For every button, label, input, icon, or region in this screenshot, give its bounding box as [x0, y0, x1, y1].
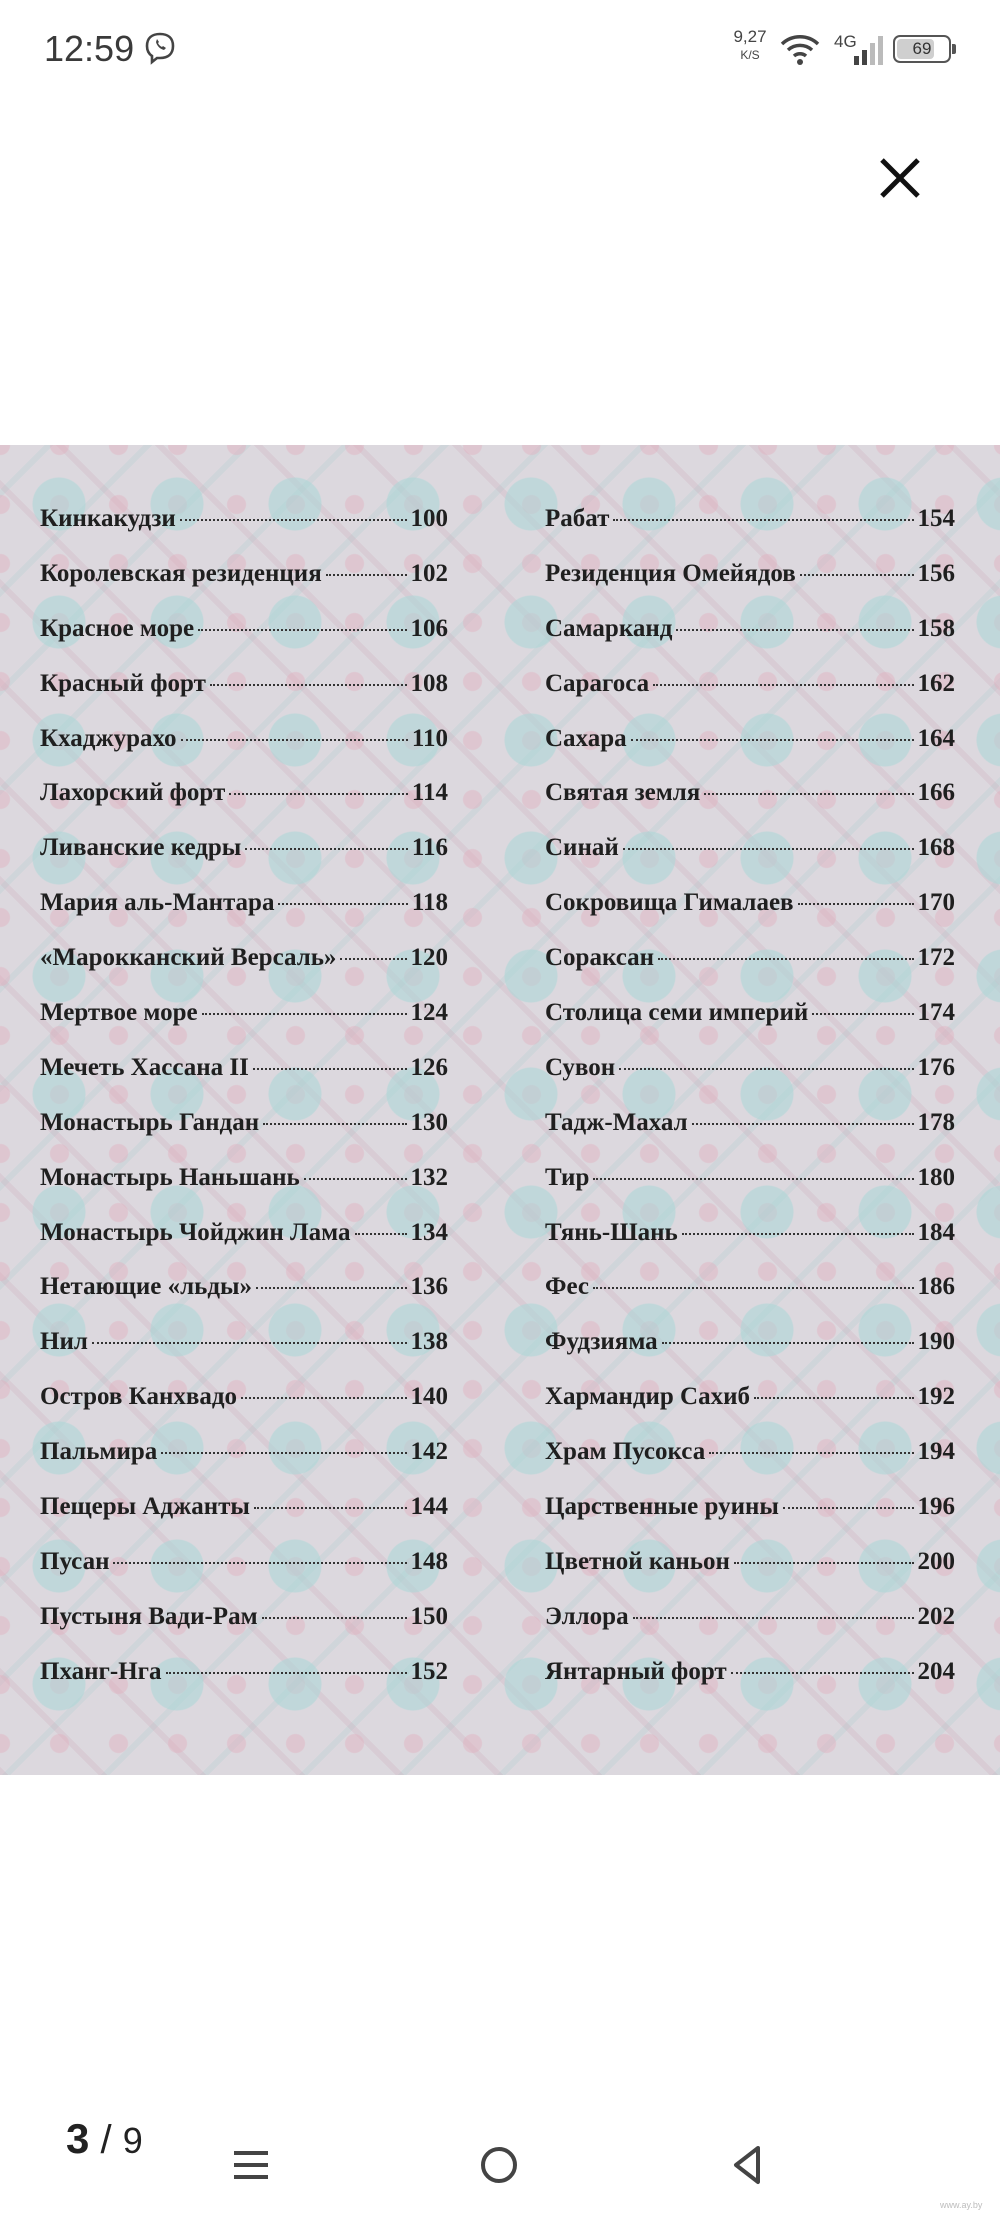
- toc-leader-dots: [623, 848, 914, 850]
- toc-entry: [40, 1328, 448, 1383]
- toc-leader-dots: [704, 793, 913, 795]
- toc-entry: [545, 1658, 955, 1713]
- toc-entry-page: 154: [917, 505, 955, 532]
- toc-entry-page: 138: [410, 1328, 448, 1356]
- toc-entry-page: 166: [917, 779, 955, 807]
- toc-entry-page: 124: [410, 999, 448, 1027]
- toc-entry-title: Сувон: [545, 1053, 616, 1081]
- toc-entry: [545, 1438, 955, 1493]
- toc-leader-dots: [263, 1123, 406, 1125]
- toc-entry-page: 192: [917, 1383, 955, 1411]
- toc-leader-dots: [113, 1562, 406, 1564]
- toc-entry-page: 202: [917, 1602, 955, 1630]
- toc-entry-title: Столица семи империй: [545, 999, 809, 1027]
- toc-leader-dots: [662, 1342, 914, 1344]
- toc-entry-page: 148: [410, 1547, 448, 1575]
- toc-entry-title: Красный форт: [40, 669, 206, 697]
- toc-entry: [545, 670, 955, 725]
- toc-leader-dots: [253, 1068, 407, 1070]
- toc-entry-title: Святая земля: [545, 779, 701, 807]
- toc-entry-title: Тадж-Махал: [545, 1108, 688, 1136]
- toc-entry: [40, 834, 448, 889]
- toc-leader-dots: [812, 1013, 913, 1015]
- toc-entry-title: Фес: [545, 1273, 589, 1301]
- toc-entry-title: Рабат: [545, 505, 610, 532]
- toc-entry: [40, 889, 448, 944]
- toc-entry: [545, 999, 955, 1054]
- toc-entry-page: 168: [917, 834, 955, 862]
- toc-entry-page: 110: [411, 724, 448, 752]
- toc-entry-title: Пустыня Вади-Рам: [40, 1602, 258, 1630]
- toc-entry: [545, 1164, 955, 1219]
- close-icon[interactable]: [872, 150, 928, 206]
- toc-leader-dots: [326, 574, 407, 576]
- menu-icon[interactable]: [226, 2140, 276, 2190]
- toc-entry-title: Кхаджурахо: [40, 724, 177, 752]
- toc-entry-page: 114: [411, 779, 448, 807]
- toc-entry-page: 102: [410, 559, 448, 587]
- clock: 12:59: [44, 28, 135, 69]
- toc-entry-title: Сарагоса: [545, 669, 650, 697]
- back-icon[interactable]: [722, 2140, 772, 2190]
- toc-entry-page: 178: [917, 1108, 955, 1136]
- toc-leader-dots: [783, 1507, 914, 1509]
- status-bar: [0, 0, 1000, 100]
- toc-entry-page: 194: [917, 1438, 955, 1466]
- toc-entry: [545, 1109, 955, 1164]
- toc-entry-title: Храм Пусокса: [545, 1438, 706, 1466]
- toc-entry-page: 116: [411, 834, 448, 862]
- toc-entry-page: 156: [917, 559, 955, 587]
- toc-entry-page: 120: [410, 944, 448, 972]
- toc-entry: [545, 1548, 955, 1603]
- toc-leader-dots: [613, 519, 913, 521]
- toc-entry-page: 180: [917, 1163, 955, 1191]
- wifi-icon: [780, 32, 820, 66]
- toc-entry-title: Сораксан: [545, 944, 655, 972]
- toc-entry-title: Монастырь Чойджин Лама: [40, 1218, 351, 1246]
- toc-leader-dots: [262, 1617, 407, 1619]
- toc-entry: [545, 1054, 955, 1109]
- toc-entry: [545, 889, 955, 944]
- toc-leader-dots: [676, 629, 913, 631]
- toc-entry-title: Синай: [545, 834, 619, 862]
- toc-entry: [545, 834, 955, 889]
- toc-entry-page: 186: [917, 1273, 955, 1301]
- battery-icon: 69: [893, 35, 951, 63]
- toc-entry-title: Пханг-Нга: [40, 1657, 162, 1685]
- toc-entry: [545, 560, 955, 615]
- toc-entry-title: Королевская резиденция: [40, 559, 322, 587]
- toc-leader-dots: [340, 958, 406, 960]
- toc-leader-dots: [166, 1672, 407, 1674]
- network-speed: 9,27 K/S: [733, 27, 767, 62]
- toc-entry-page: 164: [917, 724, 955, 752]
- toc-entry: [40, 1383, 448, 1438]
- toc-entry: [40, 1493, 448, 1548]
- toc-entry: [40, 1603, 448, 1658]
- toc-entry-title: Самарканд: [545, 614, 673, 642]
- toc-entry-title: Сахара: [545, 724, 627, 752]
- toc-entry-title: Кинкакудзи: [40, 505, 176, 532]
- toc-entry-page: 162: [917, 669, 955, 697]
- toc-entry: [40, 1438, 448, 1493]
- toc-entry-page: 150: [410, 1602, 448, 1630]
- toc-leader-dots: [278, 903, 407, 905]
- toc-entry: [545, 1493, 955, 1548]
- toc-entry-title: Сокровища Гималаев: [545, 889, 794, 917]
- toc-leader-dots: [709, 1452, 913, 1454]
- toc-entry: [545, 779, 955, 834]
- toc-leader-dots: [800, 574, 914, 576]
- toc-entry-page: 184: [917, 1218, 955, 1246]
- toc-entry-title: Царственные руины: [545, 1493, 779, 1521]
- toc-entry: [40, 999, 448, 1054]
- toc-entry-page: 200: [917, 1547, 955, 1575]
- toc-entry: [545, 505, 955, 560]
- toc-entry-title: Лахорский форт: [40, 779, 226, 807]
- toc-entry-page: 134: [410, 1218, 448, 1246]
- toc-entry: [40, 1273, 448, 1328]
- toc-entry: [40, 1219, 448, 1274]
- toc-entry: [545, 1273, 955, 1328]
- toc-entry-page: 174: [917, 999, 955, 1027]
- toc-entry: [40, 1548, 448, 1603]
- toc-entry: [545, 1603, 955, 1658]
- toc-leader-dots: [658, 958, 913, 960]
- toc-column-left: [40, 505, 448, 1713]
- toc-leader-dots: [798, 903, 914, 905]
- toc-entry-page: 176: [917, 1053, 955, 1081]
- toc-leader-dots: [754, 1397, 913, 1399]
- toc-entry-page: 142: [410, 1438, 448, 1466]
- toc-entry-title: Остров Канхвадо: [40, 1383, 238, 1411]
- toc-leader-dots: [355, 1233, 407, 1235]
- toc-entry: [545, 1219, 955, 1274]
- toc-entry-title: Пещеры Аджанты: [40, 1493, 250, 1521]
- toc-entry: [545, 1328, 955, 1383]
- toc-entry: [40, 615, 448, 670]
- toc-leader-dots: [734, 1562, 914, 1564]
- toc-entry-title: Красное море: [40, 614, 195, 642]
- toc-entry-title: Пальмира: [40, 1438, 158, 1466]
- toc-entry-page: 108: [410, 669, 448, 697]
- signal-icon: [852, 34, 888, 66]
- toc-entry-page: 126: [410, 1053, 448, 1081]
- toc-entry-page: 172: [917, 944, 955, 972]
- toc-leader-dots: [593, 1178, 913, 1180]
- toc-entry-title: Тир: [545, 1163, 590, 1191]
- toc-entry-page: 118: [411, 889, 448, 917]
- toc-entry-title: Нил: [40, 1328, 88, 1356]
- toc-leader-dots: [619, 1068, 913, 1070]
- toc-entry: [545, 944, 955, 999]
- toc-entry: [40, 560, 448, 615]
- toc-leader-dots: [731, 1672, 914, 1674]
- toc-column-right: [545, 505, 955, 1713]
- toc-entry-title: Монастырь Гандан: [40, 1108, 260, 1136]
- toc-leader-dots: [692, 1123, 914, 1125]
- toc-entry: [40, 1054, 448, 1109]
- toc-entry: [40, 1658, 448, 1713]
- toc-leader-dots: [593, 1287, 914, 1289]
- toc-entry: [40, 725, 448, 780]
- toc-entry-title: Цветной каньон: [545, 1547, 730, 1575]
- toc-entry-page: 170: [917, 889, 955, 917]
- toc-leader-dots: [180, 519, 407, 521]
- toc-entry: [40, 670, 448, 725]
- toc-entry: [40, 1164, 448, 1219]
- toc-entry-page: 152: [410, 1657, 448, 1685]
- toc-entry-title: Мертвое море: [40, 999, 198, 1027]
- toc-leader-dots: [210, 684, 407, 686]
- toc-entry-page: 204: [917, 1657, 955, 1685]
- toc-leader-dots: [682, 1233, 914, 1235]
- toc-entry-page: 196: [917, 1493, 955, 1521]
- toc-entry: [40, 1109, 448, 1164]
- toc-leader-dots: [161, 1452, 406, 1454]
- toc-entry-page: 136: [410, 1273, 448, 1301]
- toc-entry-page: 190: [917, 1328, 955, 1356]
- toc-leader-dots: [653, 684, 913, 686]
- toc-entry-title: Мечеть Хассана II: [40, 1053, 249, 1081]
- toc-entry-title: Монастырь Наньшань: [40, 1163, 300, 1191]
- toc-leader-dots: [254, 1507, 407, 1509]
- toc-leader-dots: [256, 1287, 407, 1289]
- toc-entry-page: 100: [410, 505, 448, 532]
- toc-leader-dots: [202, 1013, 407, 1015]
- document-page[interactable]: [0, 445, 1000, 1775]
- toc-entry-title: Ливанские кедры: [40, 834, 242, 862]
- toc-entry-title: Эллора: [545, 1602, 629, 1630]
- total-pages: 9: [122, 2120, 143, 2161]
- network-type: 4G: [834, 32, 857, 51]
- toc-entry: [545, 725, 955, 780]
- page-counter: [66, 2115, 143, 2163]
- toc-entry: [40, 779, 448, 834]
- current-page: 3: [66, 2115, 90, 2162]
- toc-leader-dots: [304, 1178, 407, 1180]
- toc-entry-title: Тянь-Шань: [545, 1218, 678, 1246]
- toc-entry: [545, 615, 955, 670]
- toc-leader-dots: [198, 629, 406, 631]
- toc-entry-page: 140: [410, 1383, 448, 1411]
- home-icon[interactable]: [474, 2140, 524, 2190]
- toc-entry-page: 158: [917, 614, 955, 642]
- toc-entry: [40, 505, 448, 560]
- toc-leader-dots: [633, 1617, 914, 1619]
- toc-entry-title: Янтарный форт: [545, 1657, 727, 1685]
- toc-leader-dots: [229, 793, 408, 795]
- toc-entry-page: 132: [410, 1163, 448, 1191]
- toc-entry-title: Резиденция Омейядов: [545, 559, 796, 587]
- toc-entry: [40, 944, 448, 999]
- toc-entry-title: Хармандир Сахиб: [545, 1383, 751, 1411]
- viber-icon: [142, 30, 178, 66]
- toc-leader-dots: [181, 739, 408, 741]
- toc-entry-page: 106: [410, 614, 448, 642]
- toc-entry-page: 130: [410, 1108, 448, 1136]
- toc-leader-dots: [241, 1397, 406, 1399]
- toc-entry-title: Мария аль-Мантара: [40, 889, 275, 917]
- toc-entry-page: 144: [410, 1493, 448, 1521]
- page-separator: /: [100, 2118, 112, 2162]
- toc-leader-dots: [92, 1342, 407, 1344]
- watermark: www.ay.by: [940, 2200, 983, 2210]
- toc-entry-title: «Марокканский Версаль»: [40, 944, 337, 972]
- toc-entry: [545, 1383, 955, 1438]
- toc-leader-dots: [245, 848, 408, 850]
- toc-entry-title: Нетающие «льды»: [40, 1273, 252, 1301]
- toc-entry-title: Пусан: [40, 1547, 110, 1575]
- toc-entry-title: Фудзияма: [545, 1328, 658, 1356]
- toc-leader-dots: [631, 739, 914, 741]
